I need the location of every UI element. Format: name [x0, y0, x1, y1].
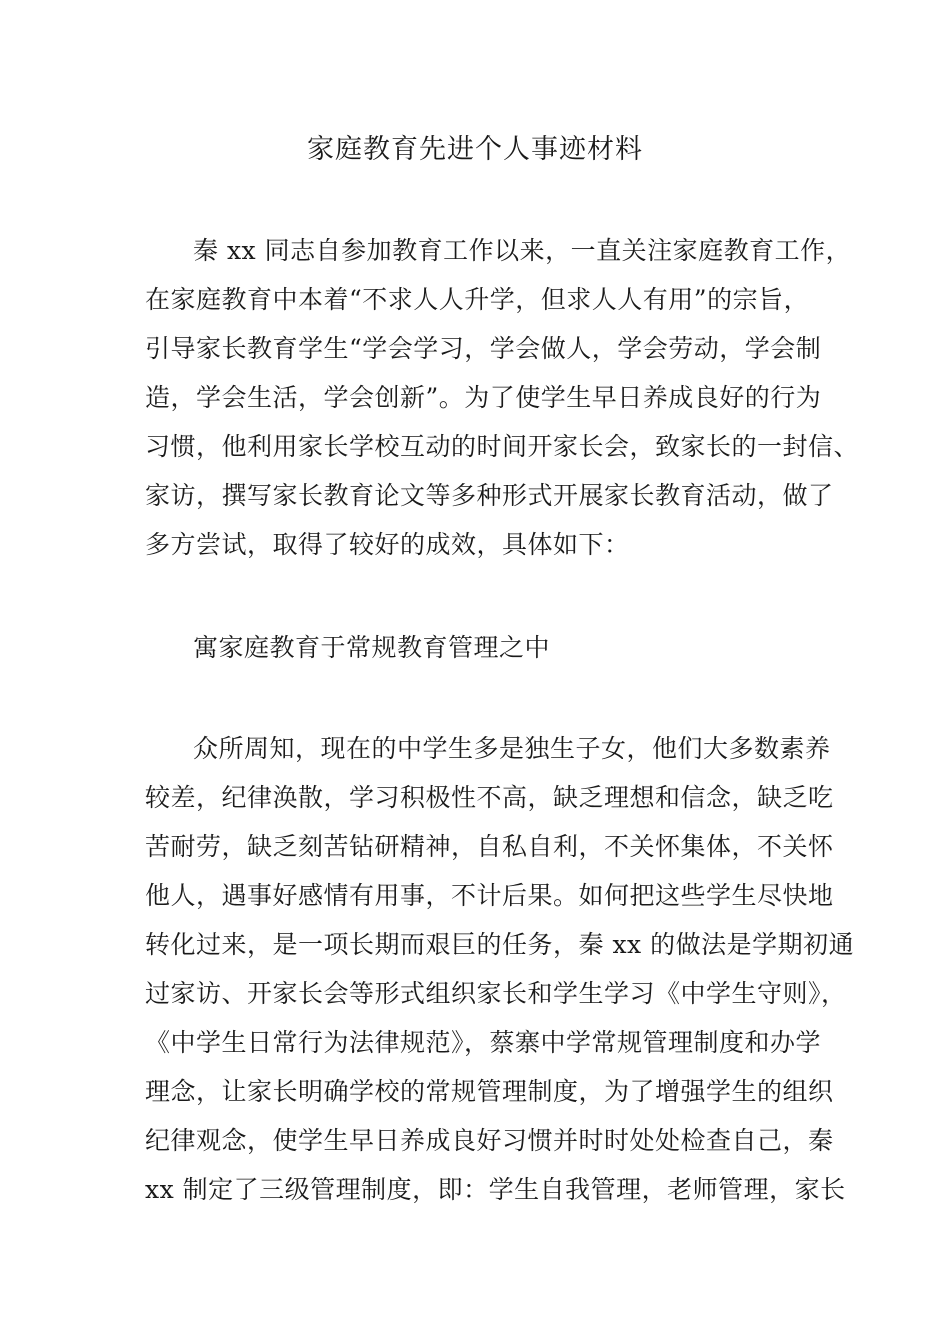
section-heading: 寓家庭教育于常规教育管理之中: [193, 633, 551, 662]
paragraph-2-line-9: 纪律观念，使学生早日养成良好习惯并时时处处检查自己，秦: [145, 1126, 834, 1155]
paragraph-1-line-7: 多方尝试，取得了较好的成效，具体如下：: [145, 530, 630, 559]
paragraph-2-line-3: 苦耐劳，缺乏刻苦钻研精神，自私自利，不关怀集体，不关怀: [145, 832, 834, 861]
paragraph-1-line-6: 家访，撰写家长教育论文等多种形式开展家长教育活动，做了: [145, 481, 834, 510]
paragraph-2-line-1: 众所周知，现在的中学生多是独生子女，他们大多数素养: [193, 734, 831, 763]
paragraph-2-line-6: 过家访、开家长会等形式组织家长和学生学习《中学生守则》，: [145, 979, 847, 1008]
paragraph-1-line-1: 秦 xx 同志自参加教育工作以来，一直关注家庭教育工作，: [193, 236, 852, 265]
paragraph-2-line-7: 《中学生日常行为法律规范》，蔡寨中学常规管理制度和办学: [145, 1028, 822, 1057]
paragraph-1-line-5: 习惯，他利用家长学校互动的时间开家长会，致家长的一封信、: [145, 432, 860, 461]
paragraph-1-line-2: 在家庭教育中本着“不求人人升学，但求人人有用”的宗旨，: [145, 285, 810, 314]
paragraph-2-line-5: 转化过来，是一项长期而艰巨的任务，秦 xx 的做法是学期初通: [145, 930, 855, 959]
document-title: 家庭教育先进个人事迹材料: [307, 134, 643, 165]
paragraph-1-line-3: 引导家长教育学生“学会学习，学会做人，学会劳动，学会制: [145, 334, 822, 363]
paragraph-2-line-8: 理念，让家长明确学校的常规管理制度，为了增强学生的组织: [145, 1077, 834, 1106]
paragraph-2-line-2: 较差，纪律涣散，学习积极性不高，缺乏理想和信念，缺乏吃: [145, 783, 834, 812]
paragraph-2-line-10: xx 制定了三级管理制度，即：学生自我管理，老师管理，家长: [145, 1175, 846, 1204]
paragraph-1-line-4: 造，学会生活，学会创新”。为了使学生早日养成良好的行为: [145, 383, 822, 412]
paragraph-2-line-4: 他人，遇事好感情有用事，不计后果。如何把这些学生尽快地: [145, 881, 834, 910]
